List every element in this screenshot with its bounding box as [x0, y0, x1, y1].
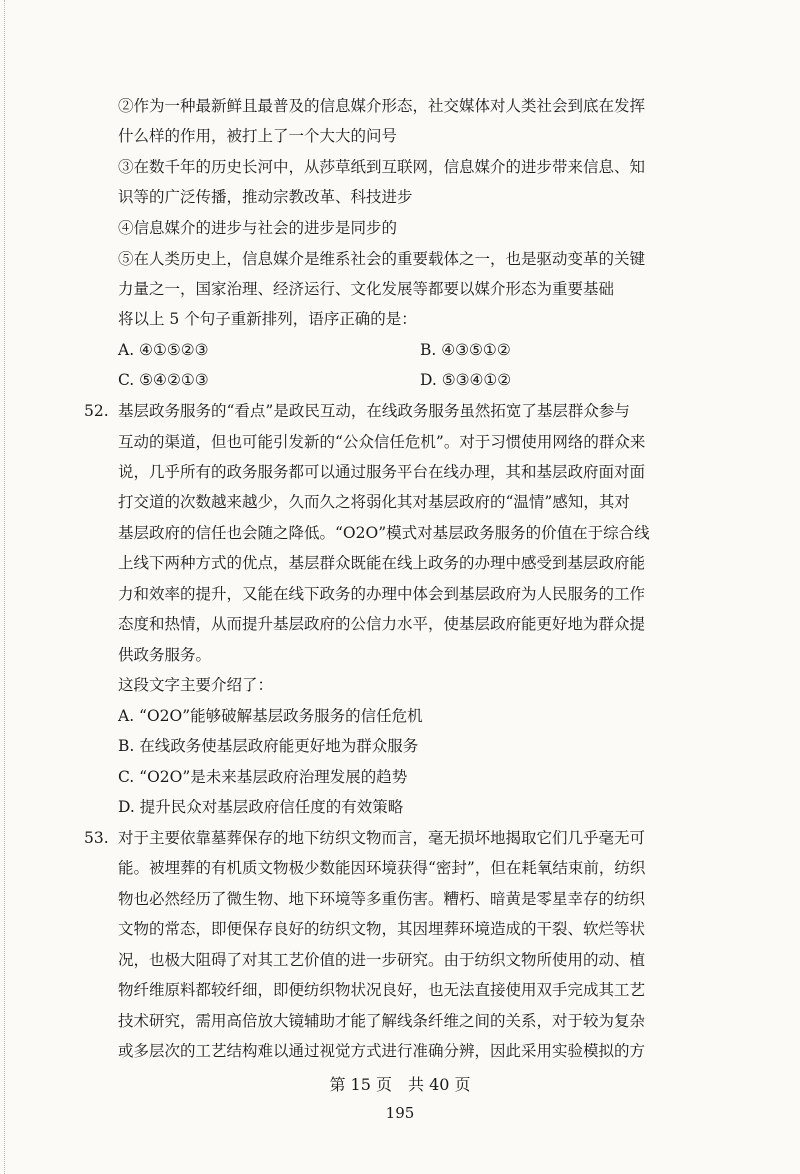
q53-line-6: 物纤维原料都较纤细，即便纺织物状况良好，也无法直接使用双手完成其工艺	[118, 981, 646, 999]
q52-line-6: 上线下两种方式的优点，基层群众既能在线上政务的办理中感受到基层政府能	[118, 554, 646, 572]
binding-edge	[4, 0, 7, 1174]
q53-line-1: 对于主要依靠墓葬保存的地下纺织文物而言，毫无损坏地揭取它们几乎毫无可	[118, 829, 646, 847]
q51-sentence-2b: 什么样的作用，被打上了一个大大的问号	[118, 127, 398, 145]
q51-sentence-5b: 力量之一，国家治理、经济运行、文化发展等都要以媒介形态为重要基础	[118, 280, 615, 298]
q51-option-c[interactable]: C. ⑤④②①③	[118, 371, 209, 389]
q51-sentence-5a: ⑤在人类历史上，信息媒介是维系社会的重要载体之一，也是驱动变革的关键	[118, 250, 646, 268]
q51-option-a[interactable]: A. ④①⑤②③	[118, 341, 209, 359]
q52-option-b[interactable]: B. 在线政务使基层政府能更好地为群众服务	[118, 737, 419, 755]
q53-line-5: 况，也极大阻碍了对其工艺价值的进一步研究。由于纺织文物所使用的动、植	[118, 951, 646, 969]
q52-number: 52.	[84, 402, 109, 420]
q52-option-c[interactable]: C. “O2O”是未来基层政府治理发展的趋势	[118, 768, 408, 786]
q52-line-1: 基层政务服务的“看点”是政民互动，在线政务服务虽然拓宽了基层群众参与	[118, 402, 630, 420]
q52-option-d[interactable]: D. 提升民众对基层政府信任度的有效策略	[118, 798, 404, 816]
q52-option-a[interactable]: A. “O2O”能够破解基层政务服务的信任危机	[118, 707, 423, 725]
q53-line-8: 或多层次的工艺结构难以通过视觉方式进行准确分辨，因此采用实验模拟的方	[118, 1042, 646, 1060]
q52-line-9: 供政务服务。	[118, 646, 212, 664]
q53-line-2: 能。被埋葬的有机质文物极少数能因环境获得“密封”，但在耗氧结束前，纺织	[118, 859, 646, 877]
q51-sentence-4: ④信息媒介的进步与社会的进步是同步的	[118, 219, 398, 237]
q53-line-4: 文物的常态，即便保存良好的纺织文物，其因埋葬环境造成的干裂、软烂等状	[118, 920, 646, 938]
q52-line-2: 互动的渠道，但也可能引发新的“公众信任危机”。对于习惯使用网络的群众来	[118, 433, 646, 451]
q52-line-4: 打交道的次数越来越少，久而久之将弱化其对基层政府的“温情”感知，其对	[118, 493, 630, 511]
q52-prompt: 这段文字主要介绍了：	[118, 676, 274, 694]
q51-prompt: 将以上 5 个句子重新排列，语序正确的是：	[118, 310, 417, 328]
q51-sentence-3b: 识等的广泛传播，推动宗教改革、科技进步	[118, 188, 413, 206]
q51-option-b[interactable]: B. ④③⑤①②	[420, 341, 511, 359]
q52-line-3: 说，几乎所有的政务服务都可以通过服务平台在线办理，其和基层政府面对面	[118, 463, 646, 481]
q53-line-3: 物也必然经历了微生物、地下环境等多重伤害。糟朽、暗黄是零星幸存的纺织	[118, 890, 646, 908]
page-number: 195	[385, 1104, 415, 1122]
q52-line-8: 态度和热情，从而提升基层政府的公信力水平，使基层政府能更好地为群众提	[118, 615, 646, 633]
q51-sentence-2a: ②作为一种最新鲜且最普及的信息媒介形态，社交媒体对人类社会到底在发挥	[118, 97, 646, 115]
q51-sentence-3a: ③在数千年的历史长河中，从莎草纸到互联网，信息媒介的进步带来信息、知	[118, 158, 646, 176]
q52-line-7: 力和效率的提升，又能在线下政务的办理中体会到基层政府为人民服务的工作	[118, 585, 646, 603]
q53-line-7: 技术研究，需用高倍放大镜辅助才能了解线条纤维之间的关系，对于较为复杂	[118, 1012, 646, 1030]
page-label: 第 15 页 共 40 页	[329, 1075, 471, 1094]
q52-line-5: 基层政府的信任也会随之降低。“O2O”模式对基层政务服务的价值在于综合线	[118, 524, 650, 542]
q51-option-d[interactable]: D. ⑤③④①②	[420, 371, 512, 389]
q53-number: 53.	[84, 829, 109, 847]
